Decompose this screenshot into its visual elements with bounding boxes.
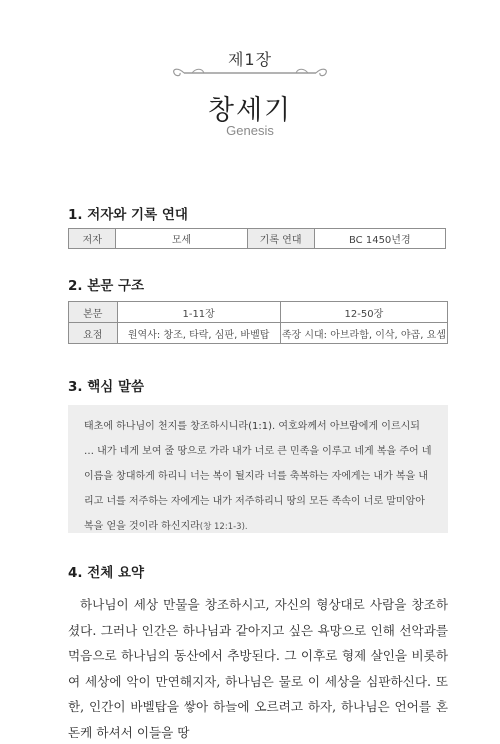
structure-row1-col2: 12-50장 — [280, 302, 447, 323]
section-heading-structure: 2. 본문 구조 — [68, 278, 145, 294]
date-key-cell: 기록 연대 — [247, 229, 314, 249]
summary-paragraph: 하나님이 세상 만물을 창조하시고, 자신의 형상대로 사람을 창조하셨다. 그러나 인간은 하나님과 같아지고 싶은 욕망으로 인해 선악과를 먹음으로 하나님의 동산에서 추방된다. 그 이후로 형제 살인을 비롯하여 세상에 악이 만연해지자, 하나님은 물로 이 세상을 심판하신다. 또한, 인간이 바벨탑을 쌓아 하늘에 오르려고 하자, 하나님은 언어를 혼돈케 하셔서 이들을 땅 — [68, 597, 448, 740]
chapter-subtitle: Genesis — [226, 123, 274, 138]
structure-table — [68, 301, 448, 344]
table-row — [69, 302, 448, 323]
structure-row1-key: 본문 — [69, 302, 118, 323]
key-verse-box — [68, 405, 448, 533]
key-verse-reference: (창 12:1-3). — [199, 522, 248, 532]
section-heading-summary: 4. 전체 요약 — [68, 565, 145, 581]
section-heading-author: 1. 저자와 기록 연대 — [68, 207, 188, 223]
chapter-label: 제1장 — [227, 50, 273, 69]
author-value-cell: 모세 — [116, 229, 247, 249]
structure-row2-col2: 족장 시대: 아브라함, 이삭, 야곱, 요셉 — [280, 323, 447, 344]
structure-row2-col1: 원역사: 창조, 타락, 심판, 바벨탑 — [117, 323, 280, 344]
section-heading-key-verse: 3. 핵심 말씀 — [68, 379, 145, 395]
table-row — [69, 323, 448, 344]
author-key-cell: 저자 — [69, 229, 116, 249]
author-date-table — [68, 228, 446, 249]
structure-row2-key: 요점 — [69, 323, 118, 344]
structure-row1-col1: 1-11장 — [117, 302, 280, 323]
key-verse-text: 태초에 하나님이 천지를 창조하시니라(1:1). 여호와께서 아브람에게 이르시되 … 내가 네게 보여 줄 땅으로 가라 내가 너로 큰 민족을 이루고 네게 복을 주어 네 이름을 창대하게 하리니 너는 복이 될지라 너를 축복하는 자에게는 내가 복을 내리고 너를 저주하는 자에게는 내가 저주하리니 땅의 모든 족속이 너로 말미암아 복을 얻을 것이라 하신지라 — [84, 421, 432, 532]
ornament-divider-icon — [170, 64, 330, 82]
table-row — [69, 229, 446, 249]
chapter-title: 창세기 — [207, 95, 293, 126]
date-value-cell: BC 1450년경 — [314, 229, 445, 249]
